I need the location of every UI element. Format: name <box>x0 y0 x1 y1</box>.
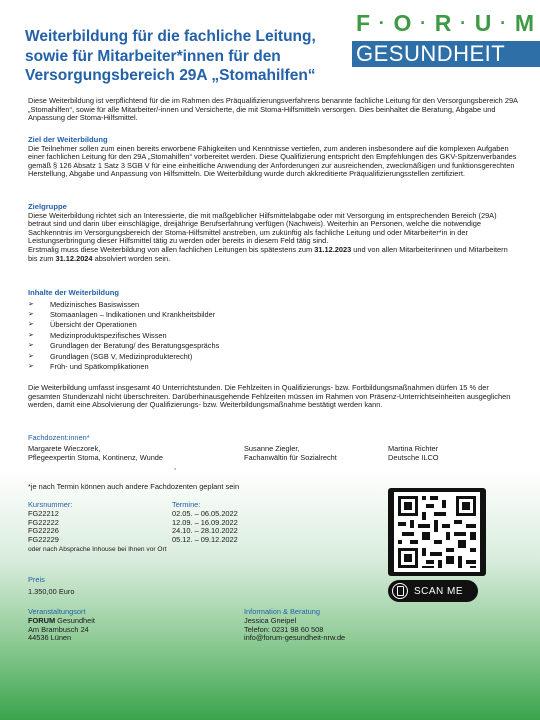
preis-value: 1.350,00 Euro <box>28 587 75 596</box>
zielgruppe-deadline-text: Erstmalig muss diese Weiterbildung von allen fachlichen Leitungen bis spätestens zum 31.12.2023 und von allen Mitarbeiterinnen und Mitarbeitern bis zum 31.12.2024 absolviert worden sein. <box>28 244 508 263</box>
arrow-bullet-icon: ➢ <box>28 321 34 329</box>
logo-letter: O <box>393 9 412 36</box>
logo-letter: R <box>434 9 452 36</box>
ziel-text: Die Teilnehmer sollen zum einen bereits erworbene Fähigkeiten und Kenntnisse vertiefen, zum anderen insbesondere auf die komplexen Aufgaben einer fachlichen Leitung für den 29A „Stomahilfen“ vorbereitet werden. Diese Qualifizierung entspricht den Empfehlungen des GKV-Spitzenverbandes gemäß § 126 Absatz 1 Satz 3 SGB V für eine einheitliche Anwendung der Anforderungen zur ausreichenden, zweckmäßigen und funktionsgerechten Herstellung, Abgabe und Anpassung von Hilfsmitteln. Die Weiterbildung wurde durch akkreditierte Präqualifizierungsstellen zertifiziert. <box>28 143 517 179</box>
inhalte-list <box>28 300 518 373</box>
deadline-date-leitung: 31.12.2023 <box>314 244 352 254</box>
logo-letter: M <box>514 9 534 36</box>
logo-wordmark-gesundheit: GESUNDHEIT <box>352 41 540 67</box>
arrow-bullet-icon: ➢ <box>28 331 34 339</box>
scan-me-badge[interactable] <box>388 580 478 602</box>
info-phone[interactable]: Telefon: 0231 98 60 508 <box>244 624 324 634</box>
deadline-date-mitarbeiter: 31.12.2024 <box>55 253 93 263</box>
table-row: FG22226 24.10. – 28.10.2022 <box>28 526 238 536</box>
kurse-header: Kursnummer: Termine: <box>28 500 201 509</box>
logo-wordmark-forum: F · O · R · U · M <box>356 9 534 36</box>
umfang-paragraph: Die Weiterbildung umfasst insgesamt 40 Unterrichtstunden. Die Fehlzeiten in Qualifizierungs- bzw. Fortbildungsmaßnahmen dürfen 15 % der gesamten Stundenzahl nicht überschreiten. Darüberhinausgehende Fehlzeiten müssen im Rahmen von Präsenz-Unterrichtseinheiten ausgeglichen werden, damit eine Absolvierung der Qualifizierungs- bzw. Weiterbildungsmaßnahme bestätigt werden kann. <box>28 383 511 410</box>
dozenten-heading: Fachdozent:innen* <box>28 433 90 442</box>
qr-code[interactable] <box>388 488 486 576</box>
ziel-heading: Ziel der Weiterbildung <box>28 135 108 144</box>
zielgruppe-section <box>28 203 518 263</box>
zielgruppe-heading: Zielgruppe <box>28 202 67 211</box>
table-row: FG22229 05.12. – 09.12.2022 <box>28 535 238 545</box>
intro-paragraph: Diese Weiterbildung ist verpflichtend für die im Rahmen des Präqualifizierungsverfahrens benannte fachliche Leitung für den Versorgungsbereich 29A „Stomahilfen“, sowie für alle Mitarbeiter/-innen und Versicherte, die mit Stoma-Hilfsmitteln versorgen. Dies beinhaltet die Beratung, Abgabe und Anpassung der Stoma-Hilfsmittel. <box>28 96 518 123</box>
ort-heading: Veranstaltungsort <box>28 607 86 616</box>
phone-icon <box>392 583 408 599</box>
inhalte-heading: Inhalte der Weiterbildung <box>28 288 119 297</box>
inhalte-section <box>28 289 518 372</box>
info-person: Jessica Gneipel <box>244 615 297 625</box>
zielgruppe-text: Diese Weiterbildung richtet sich an Interessierte, die mit maßgeblicher Hilfsmittelabgabe oder mit Versorgung im entsprechenden Bereich (29A) betraut sind und darin über einschlägige, dreijährige Berufserfahrung verfügen (Nachweis). Weiterhin an Personen, welche die notwendige Sachkenntnis im Versorgungsbereich der Stoma-Hilfsmittel anstreben, um zukünftig als fachliche Leitung und oder Mitarbeiter*in in der Leistungserbringung dieser Hilfsmittel tätig zu werden oder bereits in diesem Feld tätig sind. <box>28 210 497 246</box>
kurse-note: oder nach Absprache Inhouse bei Ihnen vor Ort <box>28 545 167 553</box>
ziel-section <box>28 136 518 179</box>
dozenten-note: *je nach Termin können auch andere Fachdozenten geplant sein <box>28 482 240 491</box>
preis-heading: Preis <box>28 575 45 584</box>
list-item: ➢ Medizinisches Basiswissen <box>28 299 140 309</box>
logo-letter: F <box>356 9 371 36</box>
list-item: ➢ Früh- und Spätkomplikationen <box>28 362 149 372</box>
table-row: FG22212 02.05. – 06.05.2022 <box>28 508 238 518</box>
list-item: ➢ Grundlagen (SGB V, Medizinprodukterecht) <box>28 351 193 361</box>
dozent-3: Martina Richter Deutsche ILCO <box>388 444 439 462</box>
list-item: ➢ Stomaanlagen – Indikationen und Krankheitsbilder <box>28 310 216 319</box>
ort-name: FORUM Gesundheit <box>28 615 95 625</box>
page-title: Weiterbildung für die fachliche Leitung, sowie für Mitarbeiter*innen für den Versorgungsbereich 29A „Stomahilfen“ <box>25 28 316 84</box>
arrow-bullet-icon: ➢ <box>28 342 34 350</box>
kurse-table <box>28 501 328 555</box>
veranstaltungsort <box>28 608 218 643</box>
list-item: ➢ Grundlagen der Beratung/ des Beratungsgesprächs <box>28 341 220 351</box>
dozent-1: Margarete Wieczorek, Pflegeexpertin Stoma, Kontinenz, Wunde , <box>28 444 177 471</box>
forum-gesundheit-logo <box>352 8 540 70</box>
info-heading: Information & Beratung <box>244 607 321 616</box>
list-item: ➢ Übersicht der Operationen <box>28 320 137 330</box>
arrow-bullet-icon: ➢ <box>28 352 34 360</box>
info-email-link[interactable]: info@forum-gesundheit-nrw.de <box>244 633 346 643</box>
qr-code-icon <box>388 488 486 576</box>
list-item: ➢ Medizinproduktspezifisches Wissen <box>28 330 167 340</box>
dozent-2: Susanne Ziegler, Fachanwältin für Sozialrecht <box>244 444 337 462</box>
arrow-bullet-icon: ➢ <box>28 311 34 318</box>
ort-street: Am Brambusch 24 <box>28 624 89 634</box>
arrow-bullet-icon: ➢ <box>28 300 34 308</box>
arrow-bullet-icon: ➢ <box>28 363 34 371</box>
information-beratung <box>244 608 444 643</box>
scan-me-label: SCAN ME <box>414 585 464 597</box>
table-row: FG22222 12.09. – 16.09.2022 <box>28 517 238 527</box>
ort-city: 44536 Lünen <box>28 633 72 643</box>
logo-letter: U <box>474 9 492 36</box>
